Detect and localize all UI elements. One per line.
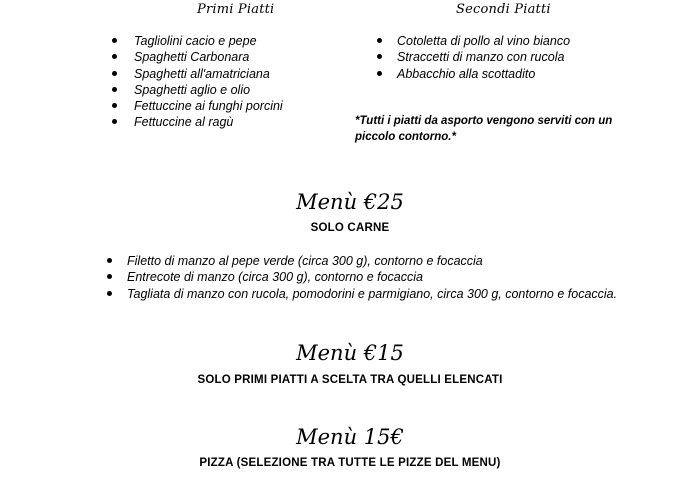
menu-25-title: Menù €25	[296, 190, 404, 214]
list-item: Fettuccine ai funghi porcini	[134, 99, 283, 114]
menu-25-subtitle: SOLO CARNE	[310, 222, 390, 234]
takeaway-note: *Tutti i piatti da asporto vengono serviti con un piccolo contorno.*	[355, 115, 613, 143]
menu-pizza-subtitle: PIZZA (SELEZIONE TRA TUTTE LE PIZZE DEL MENU)	[199, 457, 501, 469]
list-item: Tagliolini cacio e pepe	[134, 33, 283, 49]
list-item: Spaghetti all'amatriciana	[134, 66, 283, 82]
list-item: Abbacchio alla scottadito	[397, 66, 570, 82]
menu-15-title: Menù €15	[296, 341, 404, 365]
list-item: Filetto di manzo al pepe verde (circa 300 g), contorno e focaccia	[127, 253, 617, 269]
solo-carne-list	[127, 253, 617, 302]
list-item: Entrecote di manzo (circa 300 g), contorno e focaccia	[127, 269, 617, 285]
list-item: Spaghetti aglio e olio	[134, 82, 283, 98]
primi-piatti-list	[134, 33, 283, 131]
secondi-piatti-heading: Secondi Piatti	[456, 2, 551, 17]
secondi-piatti-list	[397, 33, 570, 82]
list-item: Fettuccine al ragù	[134, 114, 283, 130]
primi-piatti-heading: Primi Piatti	[197, 2, 275, 17]
list-item: Tagliata di manzo con rucola, pomodorini e parmigiano, circa 300 g, contorno e focaccia.	[127, 286, 618, 301]
list-item: Cotoletta di pollo al vino bianco	[397, 34, 571, 48]
list-item: Straccetti di manzo con rucola	[397, 49, 570, 65]
menu-pizza-title: Menù 15€	[296, 425, 404, 449]
menu-15-subtitle: SOLO PRIMI PIATTI A SCELTA TRA QUELLI ELENCATI	[197, 374, 503, 386]
list-item: Spaghetti Carbonara	[134, 49, 283, 65]
